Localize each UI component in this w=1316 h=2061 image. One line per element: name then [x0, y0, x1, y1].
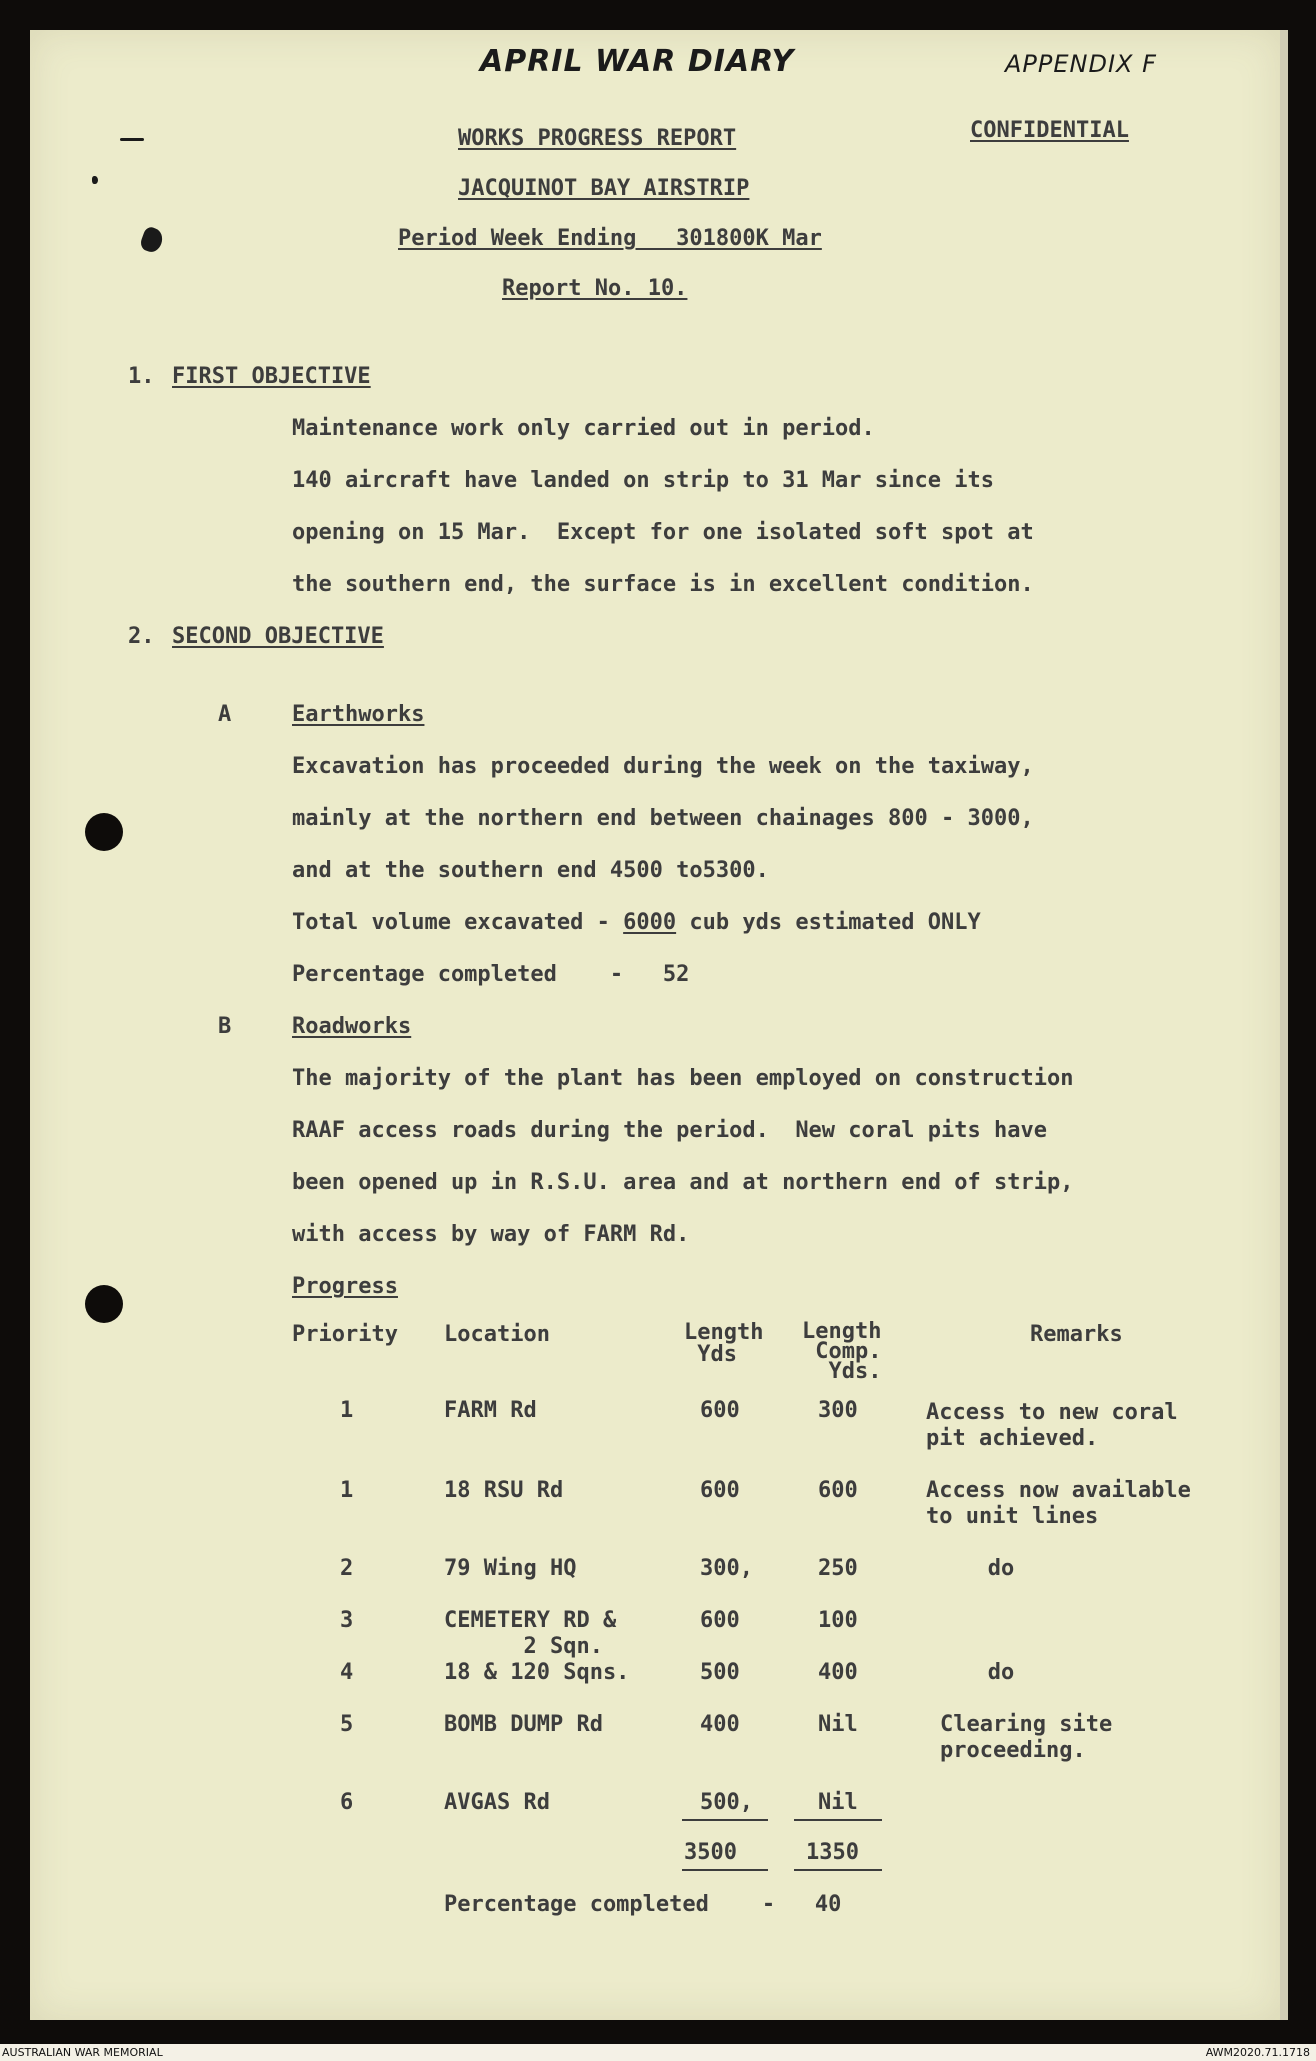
row-priority: 1 — [340, 1398, 354, 1423]
section1-line: Maintenance work only carried out in period. — [292, 416, 875, 441]
punch-hole — [85, 813, 123, 851]
ink-dash — [120, 138, 144, 141]
total-length: 3500 — [684, 1840, 737, 1865]
roadworks-line: RAAF access roads during the period. New coral pits have — [292, 1118, 1047, 1143]
row-length: 600 — [700, 1608, 740, 1633]
handwritten-title: APRIL WAR DIARY — [480, 44, 795, 79]
roadworks-line: with access by way of FARM Rd. — [292, 1222, 690, 1247]
row-length: 400 — [700, 1712, 740, 1737]
row-location: BOMB DUMP Rd — [444, 1712, 603, 1737]
subsection-a-letter: A — [218, 702, 232, 727]
ink-blot — [138, 225, 165, 254]
earthworks-line: and at the southern end 4500 to5300. — [292, 858, 769, 883]
roadworks-line: The majority of the plant has been employed on construction — [292, 1066, 1074, 1091]
col-header-length-comp: Length Comp. Yds. — [802, 1319, 882, 1384]
handwritten-appendix: APPENDIX F — [1005, 50, 1157, 78]
report-title: WORKS PROGRESS REPORT — [458, 126, 737, 151]
section1-line: opening on 15 Mar. Except for one isolated soft spot at — [292, 520, 1034, 545]
col-header-priority: Priority — [292, 1322, 398, 1347]
row-priority: 6 — [340, 1790, 354, 1815]
volume-prefix: Total volume excavated - — [292, 910, 624, 935]
subtotal-rule-length — [682, 1819, 768, 1821]
earthworks-heading: Earthworks — [292, 702, 425, 727]
col-header-length: Length Yds — [684, 1320, 764, 1367]
document-page — [30, 30, 1280, 2020]
progress-heading: Progress — [292, 1274, 398, 1299]
volume-line — [292, 910, 981, 935]
row-length: 300, — [700, 1556, 753, 1581]
row-location: FARM Rd — [444, 1398, 537, 1423]
row-length: 600 — [700, 1478, 740, 1503]
row-location: CEMETERY RD & 2 Sqn. — [444, 1608, 617, 1659]
col-header-location: Location — [444, 1322, 550, 1347]
row-remarks: do — [948, 1660, 1015, 1685]
page-edge — [1280, 30, 1288, 2020]
row-comp: 100 — [818, 1608, 858, 1633]
roadworks-line: been opened up in R.S.U. area and at northern end of strip, — [292, 1170, 1074, 1195]
row-priority: 1 — [340, 1478, 354, 1503]
row-length: 500 — [700, 1660, 740, 1685]
footer-bar — [0, 2044, 1316, 2061]
section1-line: the southern end, the surface is in excellent condition. — [292, 572, 1034, 597]
subsection-b-letter: B — [218, 1014, 232, 1039]
site-heading: JACQUINOT BAY AIRSTRIP — [458, 176, 750, 201]
col-header-remarks: Remarks — [1030, 1322, 1123, 1347]
row-priority: 2 — [340, 1556, 354, 1581]
row-priority: 4 — [340, 1660, 354, 1685]
row-comp: Nil — [818, 1712, 858, 1737]
section2-heading: SECOND OBJECTIVE — [172, 624, 384, 649]
row-location: 79 Wing HQ — [444, 1556, 577, 1581]
earthworks-percentage: Percentage completed - 52 — [292, 962, 690, 987]
earthworks-line: Excavation has proceeded during the week on the taxiway, — [292, 754, 1034, 779]
row-comp: 600 — [818, 1478, 858, 1503]
row-priority: 5 — [340, 1712, 354, 1737]
roadworks-heading: Roadworks — [292, 1014, 412, 1039]
footer-credit: AUSTRALIAN WAR MEMORIAL — [2, 2046, 163, 2059]
punch-hole — [85, 1285, 123, 1323]
volume-value: 6000 — [623, 910, 677, 935]
section2-number: 2. — [128, 624, 155, 649]
row-comp: 400 — [818, 1660, 858, 1685]
section1-line: 140 aircraft have landed on strip to 31 Mar since its — [292, 468, 994, 493]
row-location: 18 & 120 Sqns. — [444, 1660, 630, 1685]
row-location: AVGAS Rd — [444, 1790, 550, 1815]
row-priority: 3 — [340, 1608, 354, 1633]
period-heading: Period Week Ending 301800K Mar — [398, 226, 822, 251]
row-location: 18 RSU Rd — [444, 1478, 564, 1503]
row-length: 500, — [700, 1790, 753, 1815]
row-length: 600 — [700, 1398, 740, 1423]
row-comp: 250 — [818, 1556, 858, 1581]
subtotal-rule-comp — [794, 1819, 882, 1821]
row-comp: 300 — [818, 1398, 858, 1423]
total-rule-comp — [794, 1869, 882, 1871]
roadworks-percentage: Percentage completed - 40 — [444, 1892, 842, 1917]
ink-speck — [92, 176, 98, 184]
footer-reference: AWM2020.71.1718 — [1205, 2046, 1310, 2059]
total-comp: 1350 — [806, 1840, 859, 1865]
row-remarks: Access to new coral pit achieved. — [926, 1400, 1178, 1451]
total-rule-length — [682, 1869, 768, 1871]
volume-suffix: cub yds estimated ONLY — [676, 910, 981, 935]
earthworks-line: mainly at the northern end between chainages 800 - 3000, — [292, 806, 1034, 831]
row-remarks: Clearing site proceeding. — [940, 1712, 1113, 1763]
report-number: Report No. 10. — [502, 276, 688, 301]
row-comp: Nil — [818, 1790, 858, 1815]
row-remarks: do — [948, 1556, 1015, 1581]
classification-stamp: CONFIDENTIAL — [970, 118, 1129, 143]
section1-heading: FIRST OBJECTIVE — [172, 364, 371, 389]
section1-number: 1. — [128, 364, 155, 389]
row-remarks: Access now available to unit lines — [926, 1478, 1191, 1529]
